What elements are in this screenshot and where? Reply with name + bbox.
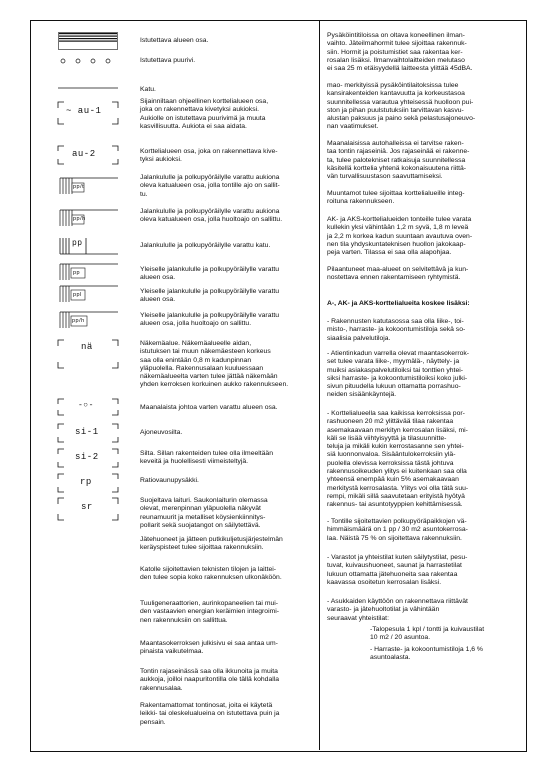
pp-h-area-code: pp/h: [72, 318, 85, 324]
legend-text-2: Katu.: [140, 86, 156, 93]
right-note-0: Pysäköintitiloissa on oltava koneellinen ilman- vaihto. Jäteilmahormit tulee sijoittaa rakennuk- siin. Hormit ja poistumistiet saa rakentaa ker- rosalan lisäksi. Ilmanvaihtolaitteiden melutaso ei saa 25 m etäisyydellä laitteesta ylittää 45dBA.: [327, 32, 473, 73]
left-note-2: Tuuligeneraattorien, aurinkopaneelien tai mui- den vastaavien energian keräimien integroimi- nen rakennuksiin on sallittua.: [140, 600, 280, 624]
sub-item-0: -Talopesula 1 kpl / tontti ja kuivaustilat 10 m2 / 20 asuntoa.: [370, 626, 485, 642]
rp-symbol: [58, 472, 118, 494]
na-code: nä: [81, 342, 93, 352]
underground-line-code: -○-: [78, 401, 94, 410]
pp-street-code: pp: [72, 239, 83, 248]
section-item-3: - Tontille sijoitettavien polkupyöräpaikkojen vä- himmäismäärä on 1 pp / 30 m2 asuntokerrosa- laa. Näistä 75 % on sijoitettava rakennuksiin.: [327, 518, 468, 542]
right-note-2: Maanalaisissa autohalleissa ei tarvitse raken- taa tontin rajaseiniä. Jos rajaseinää ei rakenne- ta, tulee palotekniset ratkaisuja suunnitellessa käsitellä korttelia yhtenä kokonaisuutena riittä- vän turvallisuustason saavuttamiseksi.: [327, 140, 470, 181]
si-2-code: si-2: [75, 452, 99, 462]
pp-h-area-symbol: [58, 310, 118, 330]
section-heading: A-, AK- ja AKS-korttelialueita koskee lisäksi:: [327, 300, 470, 307]
left-note-4: Tontin rajaseinässä saa olla ikkunoita ja muita aukkoja, joilloi naapuritontilla ole tällä kohdalla rakennusalaa.: [140, 668, 280, 692]
section-item-5: - Asukkaiden käyttöön on rakennettava riittävät varasto- ja jätehuoltotilat ja vähintään seuraavat yhteistilat:: [327, 598, 468, 622]
section-item-4: - Varastot ja yhteistilat kuten säilytystilat, pesu- tuvat, kuivaushuoneet, saunat ja harrastetilat lukuun ottamatta jätehuoneita saa rakentaa kaavassa osoitetun kerrosalan lisäksi.: [327, 554, 468, 586]
planting-area-symbol: [58, 32, 118, 52]
left-note-1: Katolle sijoitettavien teknisten tilojen ja laittei- den tulee sopia koko rakennuksen ulkonäköön.: [140, 566, 282, 582]
pp-t-code: pp/t: [73, 184, 85, 190]
legend-text-1: Istutettava puurivi.: [140, 57, 196, 64]
right-note-5: Pilaantuneet maa-alueet on selvitettävä ja kun- nostettava ennen rakentamiseen ryhtymistä.: [327, 266, 469, 282]
legend-text-14: Silta. Sillan rakenteiden tulee olla ilmeeltään keveitä ja huolellisesti viimeisteltyjä.: [140, 450, 273, 466]
legend-text-5: Jalankululle ja polkupyöräilylle varattu aukiona oleva katualueen osa, jolla tontille ajo on sallit- tu.: [140, 174, 280, 198]
legend-text-3: Sijainniltaan ohjeellinen korttelialueen osa, joka on rakennettava kivetyksi aukioksi. Aukiolle on istutettava puurivimä ja muuta kasvillisuutta. Aukiota ei saa aidata.: [140, 98, 269, 130]
pp-t-symbol: [58, 176, 118, 196]
pp-h-code: pp/h: [73, 216, 86, 222]
legend-text-4: Korttelialueen osa, joka on rakennettava kive- tyksi aukioksi.: [140, 148, 278, 164]
si-1-symbol: [58, 422, 118, 444]
pp-h-symbol: [58, 208, 118, 228]
legend-text-16: Suojeltava laituri. Saukonlaiturin olemassa olevat, merenpinnan yläpuolella näkyvät reunamuurit ja metalliset köysienkiinnitys- pollarit sekä suojatangot on säilytettävä.: [140, 497, 268, 529]
section-item-2: - Korttelialueella saa kaikissa kerroksissa por- rashuoneen 20 m2 ylittävää tilaa rakentaa asemakaavaan merkityn kerrosalan lisäksi, mi- käli se lisää viihtyisyyttä ja tilasuunnitte- teluja ja mikäli kukin kerrostasanne sen yhtei- siä luonnonvaloa. Sisääntulokerroksiin ylä- puolella olevissa kerroksissa tästä johtuva rakennusoikeuden ylitys ei kuitenkaan saa olla yhteensä enempää kuin 5% asemakaavaan merkitystä kerrosalasta. Ylitys voi olla tätä suu- rempi, mikäli sillä saavutetaan erityistä hyötyä rakennus- tai asuntotyyppien kehittämisessä.: [327, 410, 469, 509]
sub-item-1: - Harraste- ja kokoontumistiloja 1,6 % asuntoalasta.: [370, 646, 483, 662]
legend-text-6: Jalankululle ja polkupyöräilylle varattu aukiona oleva katualueen osa, jolla huoltoajo on sallittu.: [140, 208, 283, 224]
legend-text-7: Jalankululle ja polkupyöräilylle varattu katu.: [140, 242, 271, 249]
sr-symbol: [58, 496, 118, 522]
left-note-3: Maantasokerroksen julkisivu ei saa antaa um- pinaista vaikutelmaa.: [140, 640, 278, 656]
legend-text-11: Näkemäalue. Näkemäalueelle aidan, istutuksen tai muun näkemäesteen korkeus saa olla enintään 0,8 m kadunpinnan yläpuolella. Rakennusalaan kuuluessaan näkemäalueelta varten tulee jättää näkemään yhden kerroksen korkuinen aukko rakennukseen.: [140, 340, 289, 389]
legend-text-12: Maanalaista johtoa varten varattu alueen osa.: [140, 404, 278, 411]
pp-street-symbol: [58, 236, 118, 256]
legend-text-15: Ratiovaunupysäkki.: [140, 477, 199, 484]
ppl-code: ppl: [73, 292, 82, 298]
left-note-0: Jätehuoneet ja jätteen putkikuljetusjärjestelmän keräyspisteet tulee sijoittaa rakennuksiin.: [140, 536, 283, 552]
right-note-4: AK- ja AKS-korttelialueiden tonteille tulee varata kullekin yksi vähintään 1,2 m syvä, 1,8 m leveä ja 2,2 m korkea kadun suuntaan avautuva oven- nen tila yhdyskuntateknisen huollon jakokaap- peja varten. Tilassa ei saa olla alapohjaa.: [327, 216, 473, 257]
rp-code: rp: [80, 477, 92, 487]
legend-text-13: Ajoneuvosilta.: [140, 429, 183, 436]
right-note-3: Muuntamot tulee sijoittaa korttelialueille integ- roituna rakennukseen.: [327, 190, 465, 206]
pp-area-code: pp: [73, 270, 81, 276]
si-2-symbol: [58, 447, 118, 469]
si-1-code: si-1: [75, 427, 99, 437]
section-item-0: - Rakennusten katutasossa saa olla liike-, toi- misto-, harraste- ja kokoontumistiloja sekä so- siaalisia palvelutiloja.: [327, 318, 466, 342]
na-symbol: [58, 338, 118, 370]
section-item-1: - Atientinkadun varrella olevat maantasokerrok- set tulee varata liike-, myymälä-, näyttely- ja muiksi asiakaspalvelutiloiksi tai tonttien yhtei- siksi harraste- ja kokoontumistiloiksi koko julki- sivun pituudella lukuun ottamatta porrashuo- neiden sisäänkäyntejä.: [327, 350, 470, 399]
ppl-symbol: [58, 284, 118, 304]
au-2-symbol: [58, 144, 118, 166]
left-note-5: Rakentamattomat tontinosat, joita ei käytetä leikki- tai oleskelualueina on istutettava puin ja pensain.: [140, 702, 280, 726]
underground-line-symbol: [58, 398, 118, 418]
pp-area-symbol: [58, 262, 118, 282]
column-divider: [319, 20, 320, 750]
legend-text-0: Istutettava alueen osa.: [140, 37, 209, 44]
au-1-symbol: [58, 100, 118, 126]
sr-code: sr: [81, 502, 93, 512]
legend-text-9: Yleiselle jalankululle ja polkupyöräilylle varattu alueen osa.: [140, 288, 280, 304]
tree-row-symbol: [58, 56, 118, 76]
right-note-1: mao- merkityissä pysäköintilaitoksissa tulee kansirakenteiden kantavuutta ja korkeustasoa suunnitellessa varautua yhteisessä huolloon pui- ston ja pihan puulstutuksiin tarvittavan kasvu- alustan paksuus ja paino sekä pelastusajoneuvo- nan vaatimukset.: [327, 82, 476, 131]
au-1-code: ~ au-1: [66, 106, 102, 116]
legend-text-10: Yleiselle jalankululle ja polkupyöräilylle varattu alueen osa, jolla huoltoajo on sallittu.: [140, 312, 280, 328]
legend-text-8: Yleiselle jalankululle ja polkupyöräilylle varattu alueen osa.: [140, 266, 280, 282]
au-2-code: au-2: [72, 149, 96, 159]
